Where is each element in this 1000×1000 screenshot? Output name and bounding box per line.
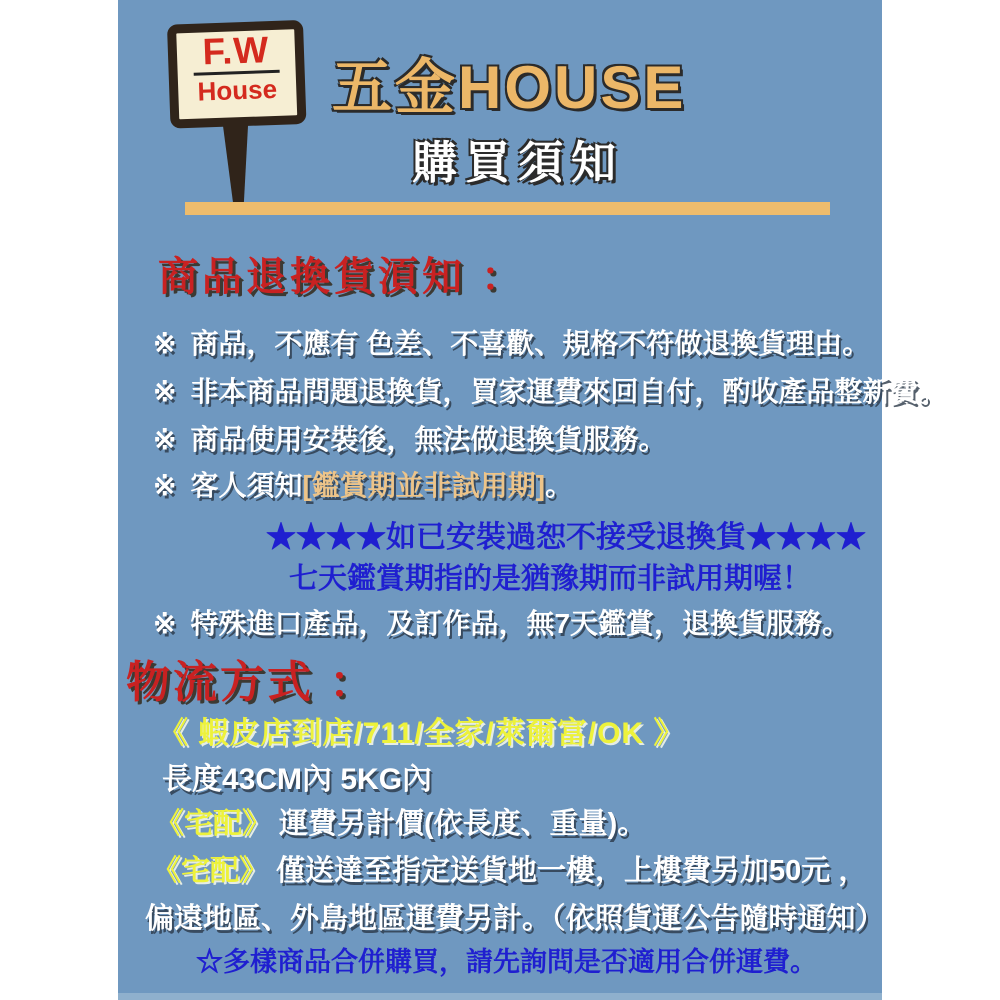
logo-text-fw: F.W (201, 29, 270, 73)
home-delivery-tag: 《宅配》 (155, 808, 272, 840)
combined-shipping-note: ☆多樣商品合併購買，請先詢問是否適用合併運費。 (196, 947, 817, 978)
logo-text-house: House (197, 73, 278, 107)
logo-signboard (167, 20, 307, 129)
return-rule-2 (153, 370, 946, 410)
logo-signpost (222, 120, 251, 203)
home-delivery-rule-2 (152, 848, 867, 889)
rule-text: 客人須知 (190, 470, 303, 501)
home-delivery-tag: 《宅配》 (152, 855, 269, 887)
rule-accent-text: [鑑賞期並非試用期] (302, 470, 546, 501)
rule-text: 商品使用安裝後，無法做退換貨服務。 (190, 424, 667, 455)
rule-marker: ※ (153, 376, 177, 407)
page-title: 五金HOUSE (332, 54, 687, 121)
rule-text: 。 (545, 470, 574, 501)
return-policy-heading: 商品退換貨湏知 ： (158, 255, 526, 299)
panel-bottom-strip (118, 993, 882, 1000)
fw-house-logo-icon (167, 15, 323, 205)
page-subtitle: 購買須知 (412, 137, 625, 188)
rule-text: 商品，不應有 色差、不喜歡、規格不符做退換貨理由。 (190, 328, 871, 359)
store-pickup-options: 《 蝦皮店到店/711/全家/萊爾富/OK 》 (158, 717, 685, 750)
size-weight-limit: 長度43CM內 5KG內 (162, 763, 433, 796)
return-rule-3 (153, 418, 666, 458)
home-delivery-text: 運費另計價(依長度、重量)。 (279, 808, 647, 840)
return-rule-1 (153, 322, 870, 362)
rule-text: 非本商品問題退換貨，買家運費來回自付，酌收產品整新費。 (190, 376, 947, 407)
return-rule-4 (153, 464, 573, 504)
appraisal-period-note: 七天鑑賞期指的是猶豫期而非試用期喔！ (289, 561, 812, 595)
header-divider (185, 202, 830, 215)
home-delivery-rule-1 (155, 801, 646, 842)
shipping-heading: 物流方式 ： (126, 658, 377, 707)
rule-marker: ※ (153, 608, 177, 639)
home-delivery-text: 僅送達至指定送貨地一樓，上樓費另加50元 ， (276, 855, 868, 887)
remote-area-note: 偏遠地區、外島地區運費另計。（依照貨運公告隨時通知） (145, 903, 885, 935)
rule-marker: ※ (153, 328, 177, 359)
return-rule-5 (153, 602, 850, 642)
rule-text: 特殊進口產品，及訂作品，無7天鑑賞，退換貨服務。 (190, 608, 851, 639)
no-return-after-install-note: ★★★★如已安裝過恕不接受退換貨★★★★ (266, 520, 866, 555)
rule-marker: ※ (153, 424, 177, 455)
rule-marker: ※ (153, 470, 177, 501)
